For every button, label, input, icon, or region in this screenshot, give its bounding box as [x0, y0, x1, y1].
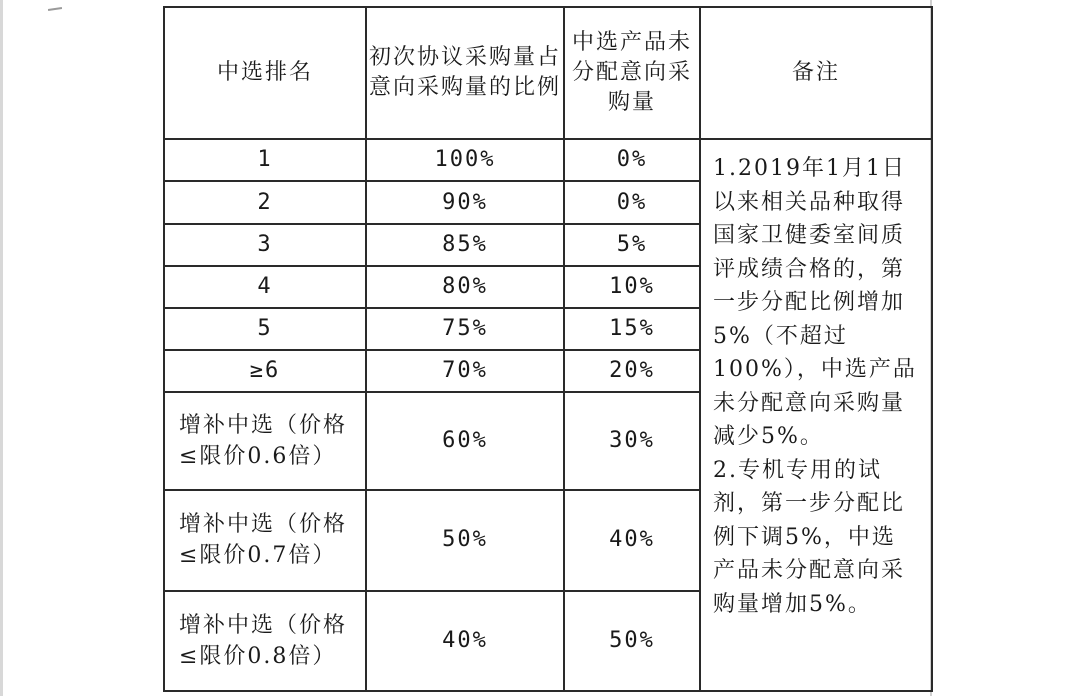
unallocated-cell: 30% — [564, 392, 700, 490]
ratio-cell: 60% — [366, 392, 564, 490]
page-edge-left — [0, 0, 3, 696]
ratio-cell: 85% — [366, 224, 564, 266]
header-remark: 备注 — [700, 7, 932, 139]
procurement-allocation-table — [163, 6, 933, 692]
ratio-cell: 90% — [366, 181, 564, 223]
unallocated-cell: 40% — [564, 490, 700, 590]
rank-cell: 增补中选（价格≤限价0.6倍） — [164, 392, 366, 490]
rank-cell: 2 — [164, 181, 366, 223]
ratio-cell: 40% — [366, 591, 564, 691]
header-ratio: 初次协议采购量占意向采购量的比例 — [366, 7, 564, 139]
unallocated-cell: 20% — [564, 350, 700, 392]
remark-item-2: 2.专机专用的试剂，第一步分配比例下调5%，中选产品未分配意向采购量增加5%。 — [713, 457, 906, 617]
unallocated-cell: 0% — [564, 139, 700, 181]
table-row — [164, 139, 932, 181]
unallocated-cell: 50% — [564, 591, 700, 691]
table-header-row — [164, 7, 932, 139]
remark-item-1: 1.2019年1月1日以来相关品种取得国家卫健委室间质评成绩合格的，第一步分配比例增加5%（不超过100%），中选产品未分配意向采购量减少5%。 — [713, 156, 917, 450]
ratio-cell: 70% — [366, 350, 564, 392]
unallocated-cell: 0% — [564, 181, 700, 223]
unallocated-cell: 15% — [564, 308, 700, 350]
rank-cell: 增补中选（价格≤限价0.8倍） — [164, 591, 366, 691]
ratio-cell: 50% — [366, 490, 564, 590]
rank-cell: 增补中选（价格≤限价0.7倍） — [164, 490, 366, 590]
unallocated-cell: 10% — [564, 266, 700, 308]
unallocated-cell: 5% — [564, 224, 700, 266]
remark-cell — [700, 139, 932, 691]
header-rank: 中选排名 — [164, 7, 366, 139]
rank-cell: ≥6 — [164, 350, 366, 392]
rank-cell: 4 — [164, 266, 366, 308]
ratio-cell: 75% — [366, 308, 564, 350]
header-unallocated: 中选产品未分配意向采购量 — [564, 7, 700, 139]
scan-mark — [48, 7, 62, 11]
rank-cell: 3 — [164, 224, 366, 266]
rank-cell: 1 — [164, 139, 366, 181]
rank-cell: 5 — [164, 308, 366, 350]
ratio-cell: 80% — [366, 266, 564, 308]
ratio-cell: 100% — [366, 139, 564, 181]
